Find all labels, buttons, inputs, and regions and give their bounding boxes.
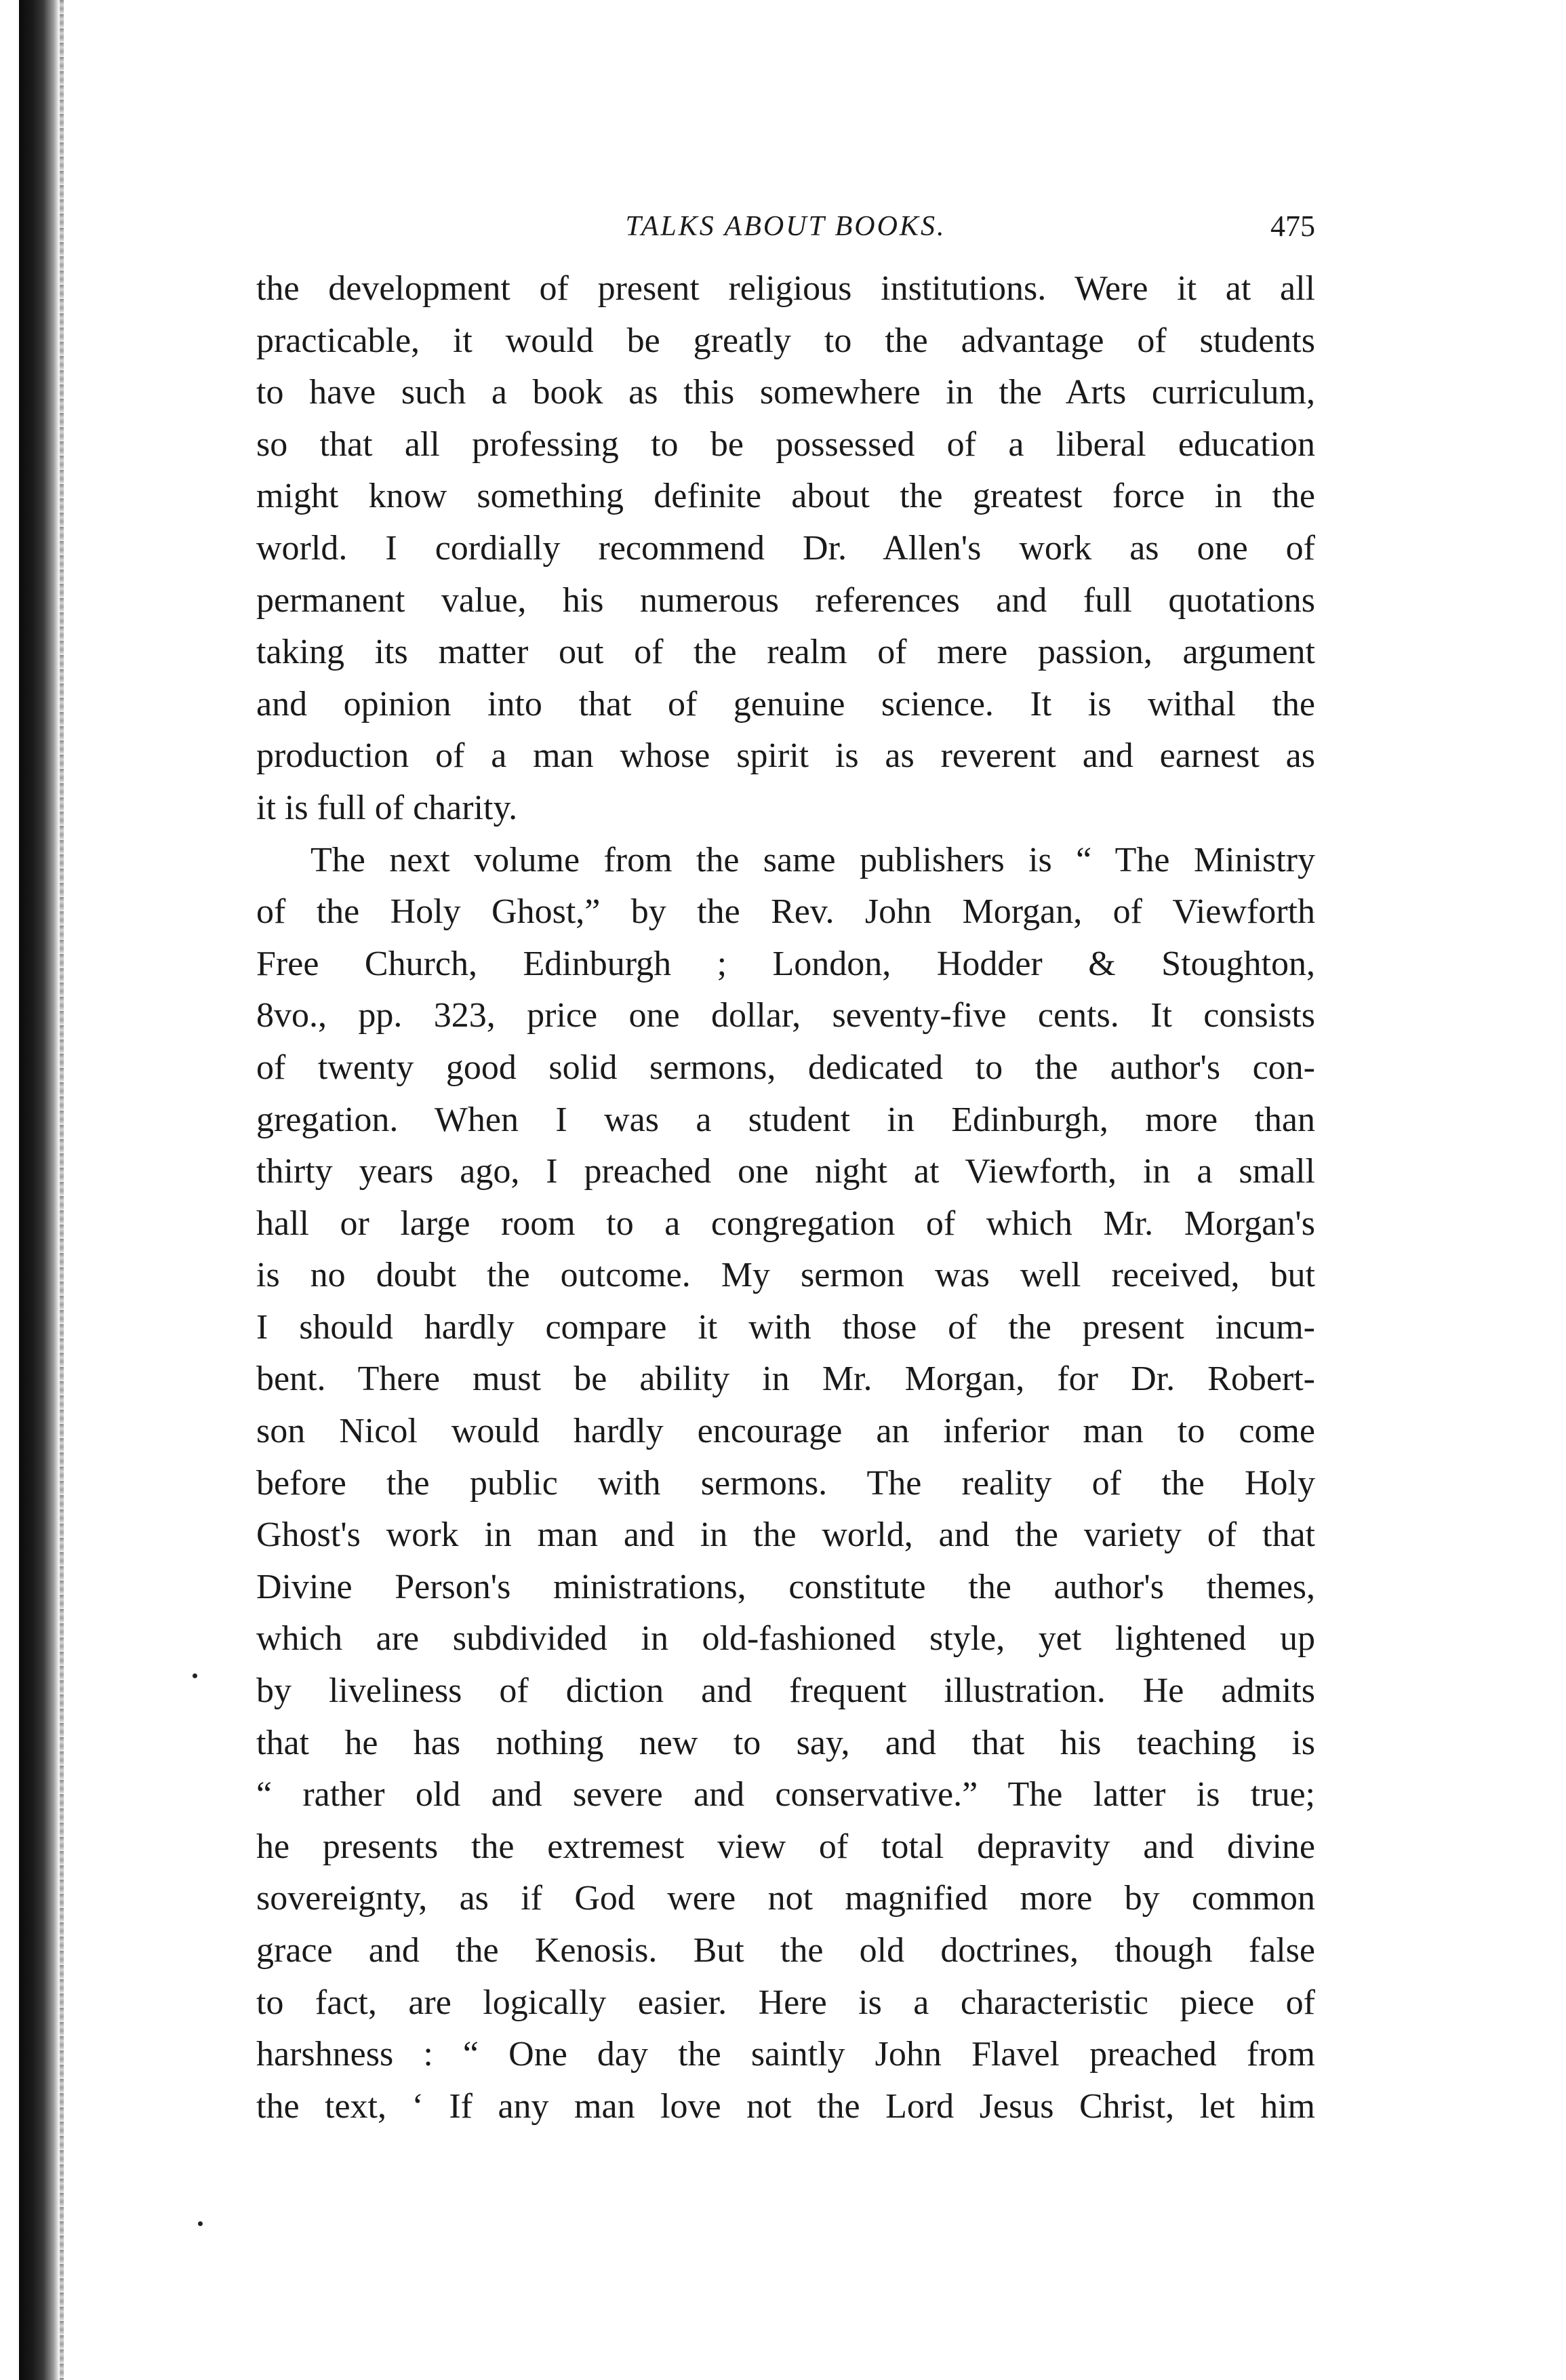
text-line: is no doubt the outcome. My sermon was well received, but — [256, 1256, 1315, 1295]
text-line: of the Holy Ghost,” by the Rev. John Morgan, of Viewforth — [256, 892, 1315, 932]
text-line: before the public with sermons. The reality of the Holy — [256, 1463, 1315, 1503]
book-spine-shadow — [19, 0, 60, 2380]
text-line: I should hardly compare it with those of the present incum- — [256, 1307, 1315, 1347]
running-head — [256, 206, 1315, 247]
text-line: Free Church, Edinburgh ; London, Hodder & Stoughton, — [256, 944, 1315, 983]
text-line: to have such a book as this somewhere in the Arts curriculum, — [256, 373, 1315, 412]
text-line: grace and the Kenosis. But the old doctrines, though false — [256, 1931, 1315, 1970]
body-text — [256, 263, 1315, 2133]
text-line: he presents the extremest view of total depravity and divine — [256, 1827, 1315, 1866]
text-line: taking its matter out of the realm of mere passion, argument — [256, 633, 1315, 672]
text-line: might know something definite about the greatest force in the — [256, 477, 1315, 516]
text-line: the text, ‘ If any man love not the Lord Jesus Christ, let him — [256, 2086, 1315, 2126]
scan-speck — [193, 1673, 197, 1678]
text-line: Divine Person's ministrations, constitute the author's themes, — [256, 1567, 1315, 1606]
text-line: gregation. When I was a student in Edinburgh, more than — [256, 1100, 1315, 1139]
text-line: sovereignty, as if God were not magnified more by common — [256, 1879, 1315, 1918]
running-title: TALKS ABOUT BOOKS. — [625, 211, 946, 242]
text-line: production of a man whose spirit is as reverent and earnest as — [256, 736, 1315, 776]
page-edge-texture — [60, 0, 64, 2380]
text-line: “ rather old and severe and conservative.” The latter is true; — [256, 1775, 1315, 1814]
text-line: hall or large room to a congregation of which Mr. Morgan's — [256, 1204, 1315, 1243]
text-line: by liveliness of diction and frequent illustration. He admits — [256, 1671, 1315, 1711]
text-line: harshness : “ One day the saintly John Flavel preached from — [256, 2035, 1315, 2074]
text-line: to fact, are logically easier. Here is a characteristic piece of — [256, 1983, 1315, 2022]
page-number: 475 — [1270, 210, 1315, 243]
text-line: bent. There must be ability in Mr. Morgan, for Dr. Robert- — [256, 1360, 1315, 1399]
text-line: son Nicol would hardly encourage an inferior man to come — [256, 1412, 1315, 1451]
text-line: world. I cordially recommend Dr. Allen's work as one of — [256, 528, 1315, 568]
text-line: permanent value, his numerous references and full quotations — [256, 580, 1315, 620]
text-line: so that all professing to be possessed of a liberal education — [256, 424, 1315, 464]
text-line: 8vo., pp. 323, price one dollar, seventy-five cents. It consists — [256, 996, 1315, 1035]
text-line: Ghost's work in man and in the world, and the variety of that — [256, 1515, 1315, 1555]
text-line: which are subdivided in old-fashioned style, yet lightened up — [256, 1619, 1315, 1659]
text-line: and opinion into that of genuine science. It is withal the — [256, 684, 1315, 723]
text-line: the development of present religious institutions. Were it at all — [256, 269, 1315, 308]
text-line: of twenty good solid sermons, dedicated to the author's con- — [256, 1048, 1315, 1087]
text-line: that he has nothing new to say, and that his teaching is — [256, 1723, 1315, 1762]
text-line: thirty years ago, I preached one night at Viewforth, in a small — [256, 1152, 1315, 1191]
paragraph-end-line: it is full of charity. — [256, 788, 518, 827]
scan-speck — [198, 2221, 203, 2226]
text-line: practicable, it would be greatly to the advantage of students — [256, 321, 1315, 360]
paragraph-start-line: The next volume from the same publishers is “ The Ministry — [310, 840, 1315, 879]
